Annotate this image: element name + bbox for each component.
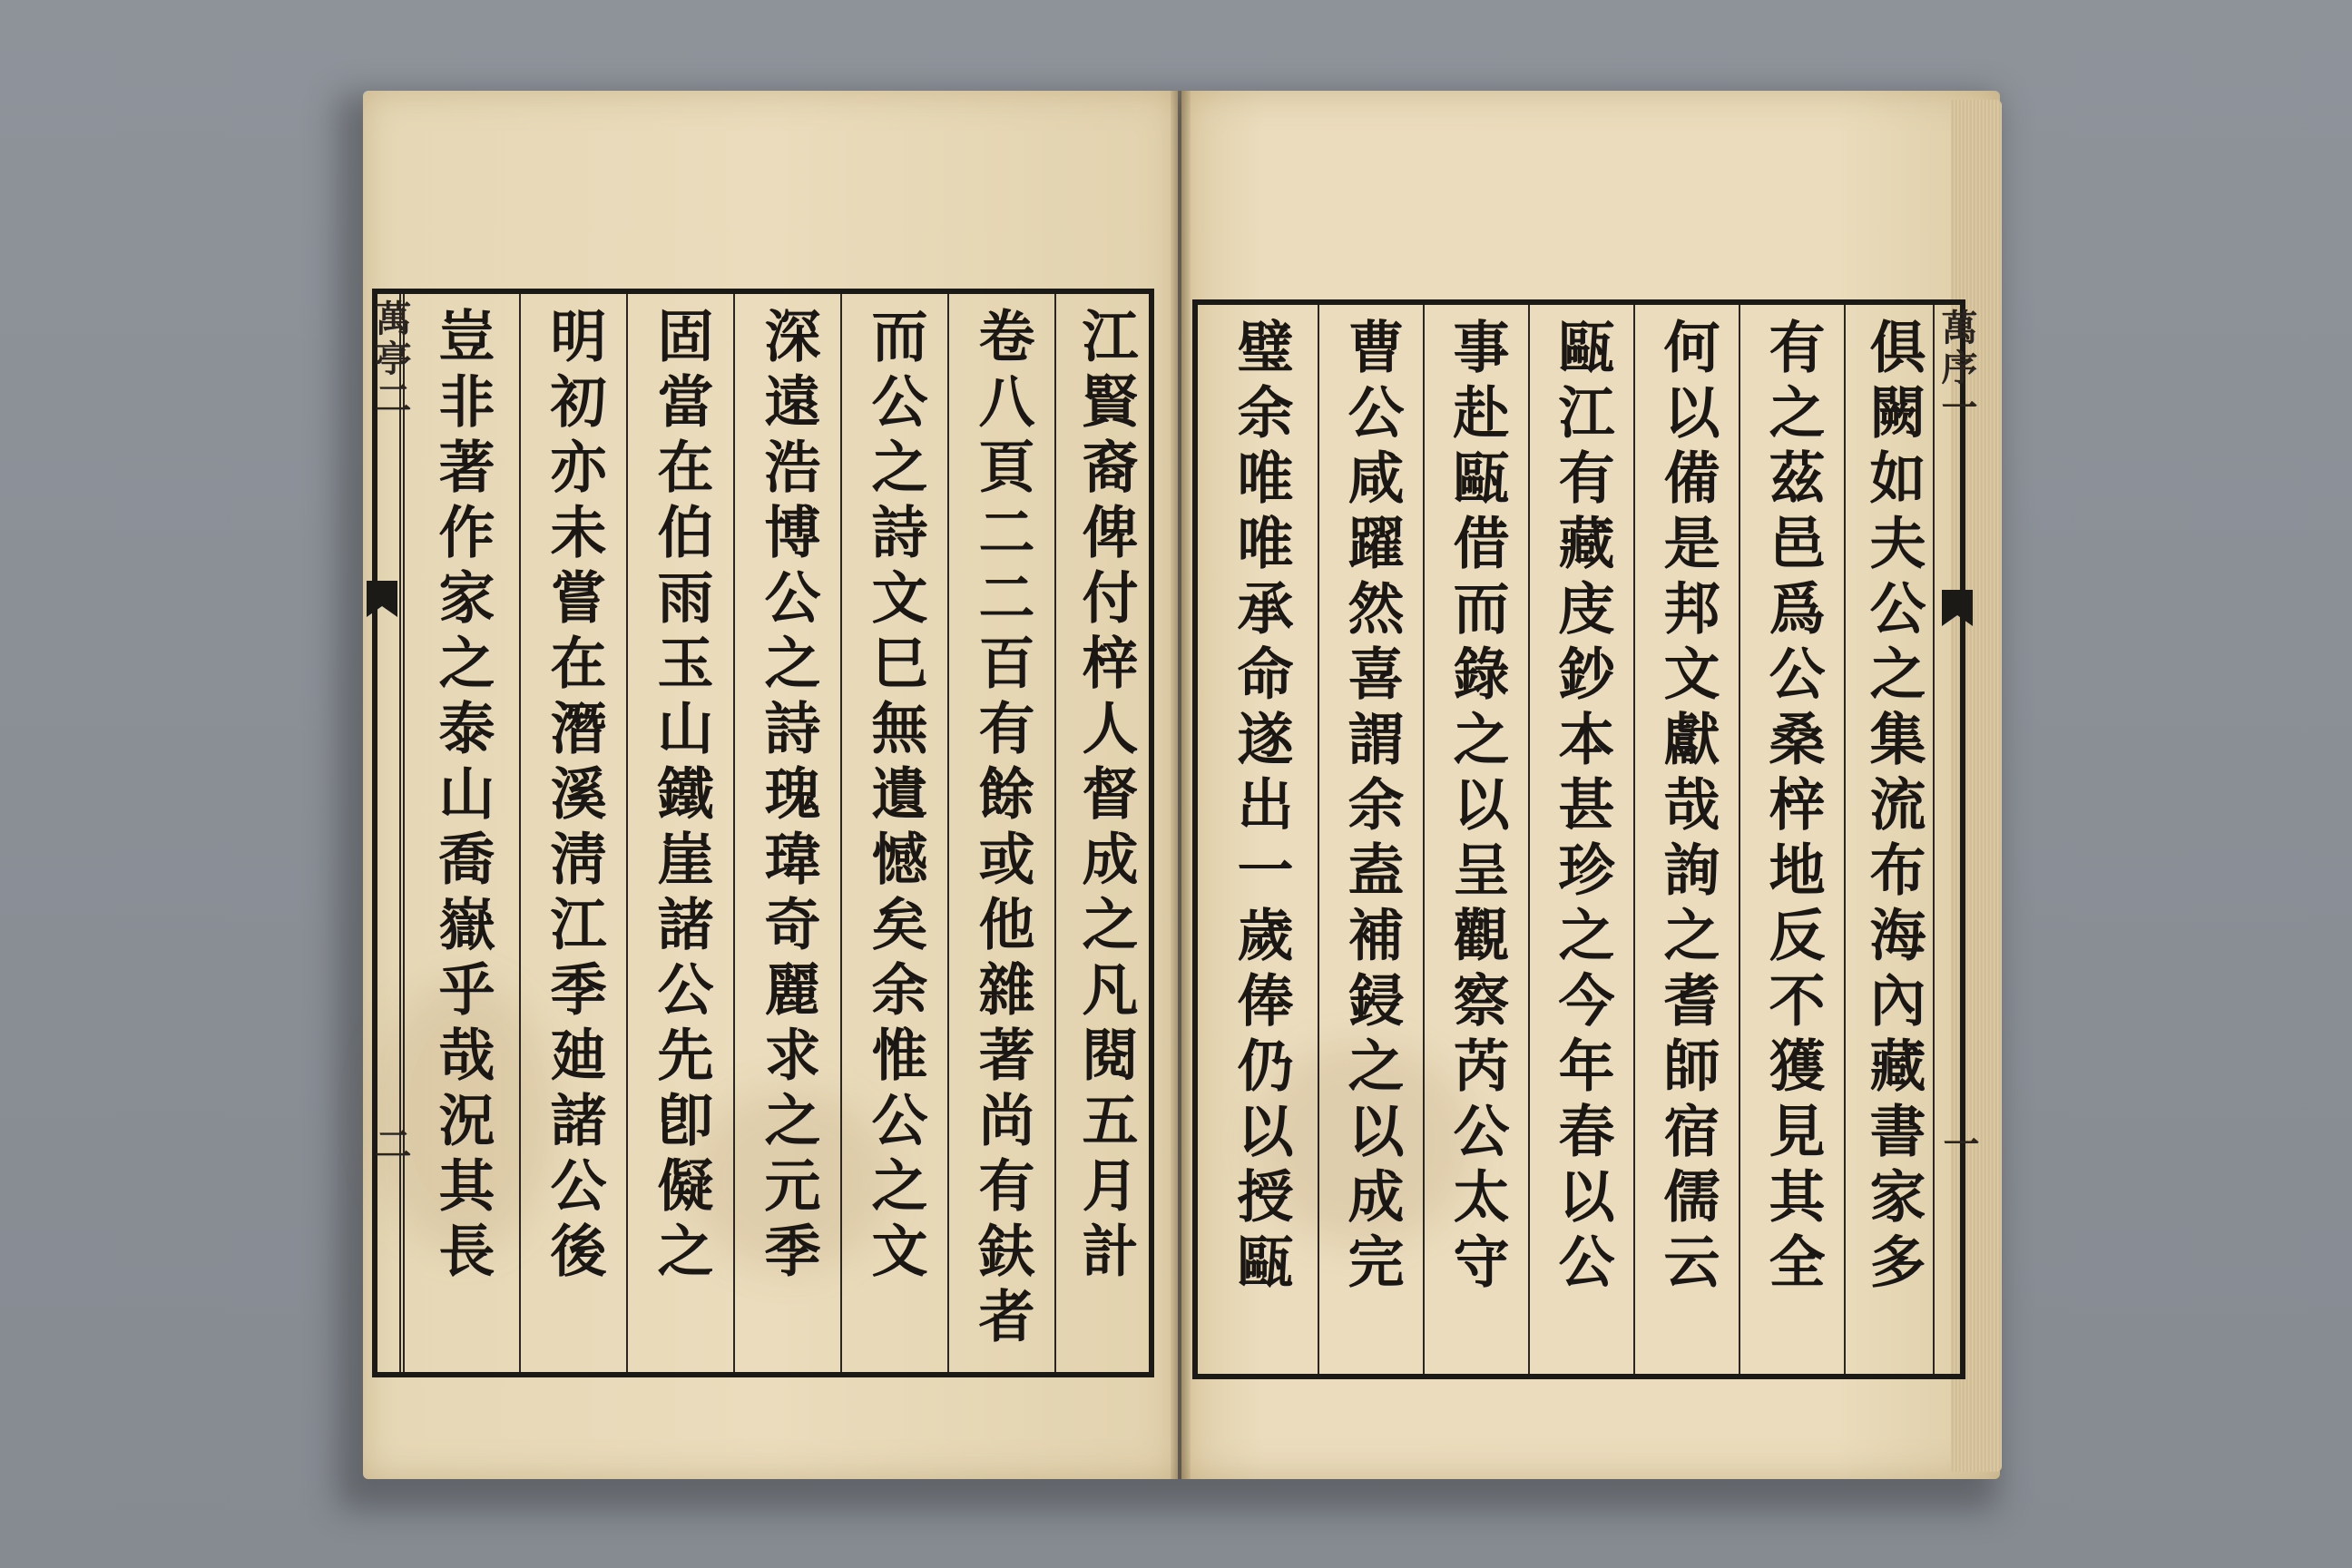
- right-column-5: [1423, 305, 1528, 1374]
- left-text-frame: [372, 289, 1154, 1377]
- left-margin-page-number: 二: [369, 1125, 412, 1165]
- right-column-3-text: 何以備是邦文獻哉詢之耆師宿儒云: [1654, 318, 1720, 1298]
- left-column-3: [840, 294, 947, 1372]
- right-column-6: [1318, 305, 1423, 1374]
- right-margin-title: 萬序一: [1936, 309, 1978, 428]
- left-column-2: [947, 294, 1054, 1372]
- left-center-strip: [377, 294, 401, 1372]
- right-column-4: [1528, 305, 1633, 1374]
- left-fishtail-mark: [367, 581, 397, 635]
- right-column-6-text: 曹公咸躍然喜謂余盍補鋟之以成完: [1338, 318, 1405, 1298]
- right-column-7-text: 璧余唯唯承命遂出一歲俸仍以授甌: [1228, 318, 1294, 1298]
- right-column-1-text: 俱闕如夫公之集流布海內藏書家多: [1860, 318, 1926, 1298]
- right-column-2-text: 有之茲邑爲公桑梓地反不獲見其全: [1759, 318, 1826, 1298]
- left-column-4-text: 深遠浩博公之詩瑰瑋奇麗求之元季: [755, 307, 821, 1287]
- right-column-5-text: 事赴甌借而錄之以呈觀察芮公太守: [1444, 318, 1510, 1298]
- left-column-5: [626, 294, 733, 1372]
- left-column-1: [1054, 294, 1154, 1372]
- right-fishtail-mark: [1942, 590, 1973, 644]
- left-column-4: [733, 294, 840, 1372]
- right-column-1: [1844, 305, 1940, 1374]
- left-column-1-text: 江賢裔俾付梓人督成之凡閱五月計: [1073, 307, 1139, 1287]
- right-margin-page-number: 一: [1937, 1125, 1980, 1165]
- book-gutter: [1171, 91, 1191, 1479]
- left-margin-title: 萬亭二: [369, 299, 412, 419]
- left-column-5-text: 固當在伯雨玉山鐵崖諸公先卽儗之: [648, 307, 714, 1287]
- left-column-6: [519, 294, 626, 1372]
- left-column-7: [403, 294, 519, 1372]
- right-column-7: [1203, 305, 1318, 1374]
- right-column-4-text: 甌江有藏庋鈔本甚珍之今年春以公: [1549, 318, 1615, 1298]
- left-column-7-text: 豈非著作家之泰山喬嶽乎哉況其長: [429, 307, 495, 1287]
- left-column-3-text: 而公之詩文巳無遺憾矣余惟公之文: [862, 307, 928, 1287]
- right-column-3: [1633, 305, 1739, 1374]
- right-text-frame: [1192, 299, 1965, 1379]
- right-column-2: [1739, 305, 1844, 1374]
- left-column-2-text: 卷八頁二二百有餘或他雜著尚有鈇者: [969, 307, 1035, 1352]
- left-column-6-text: 明初亦未嘗在潛溪淸江季廸諸公後: [541, 307, 607, 1287]
